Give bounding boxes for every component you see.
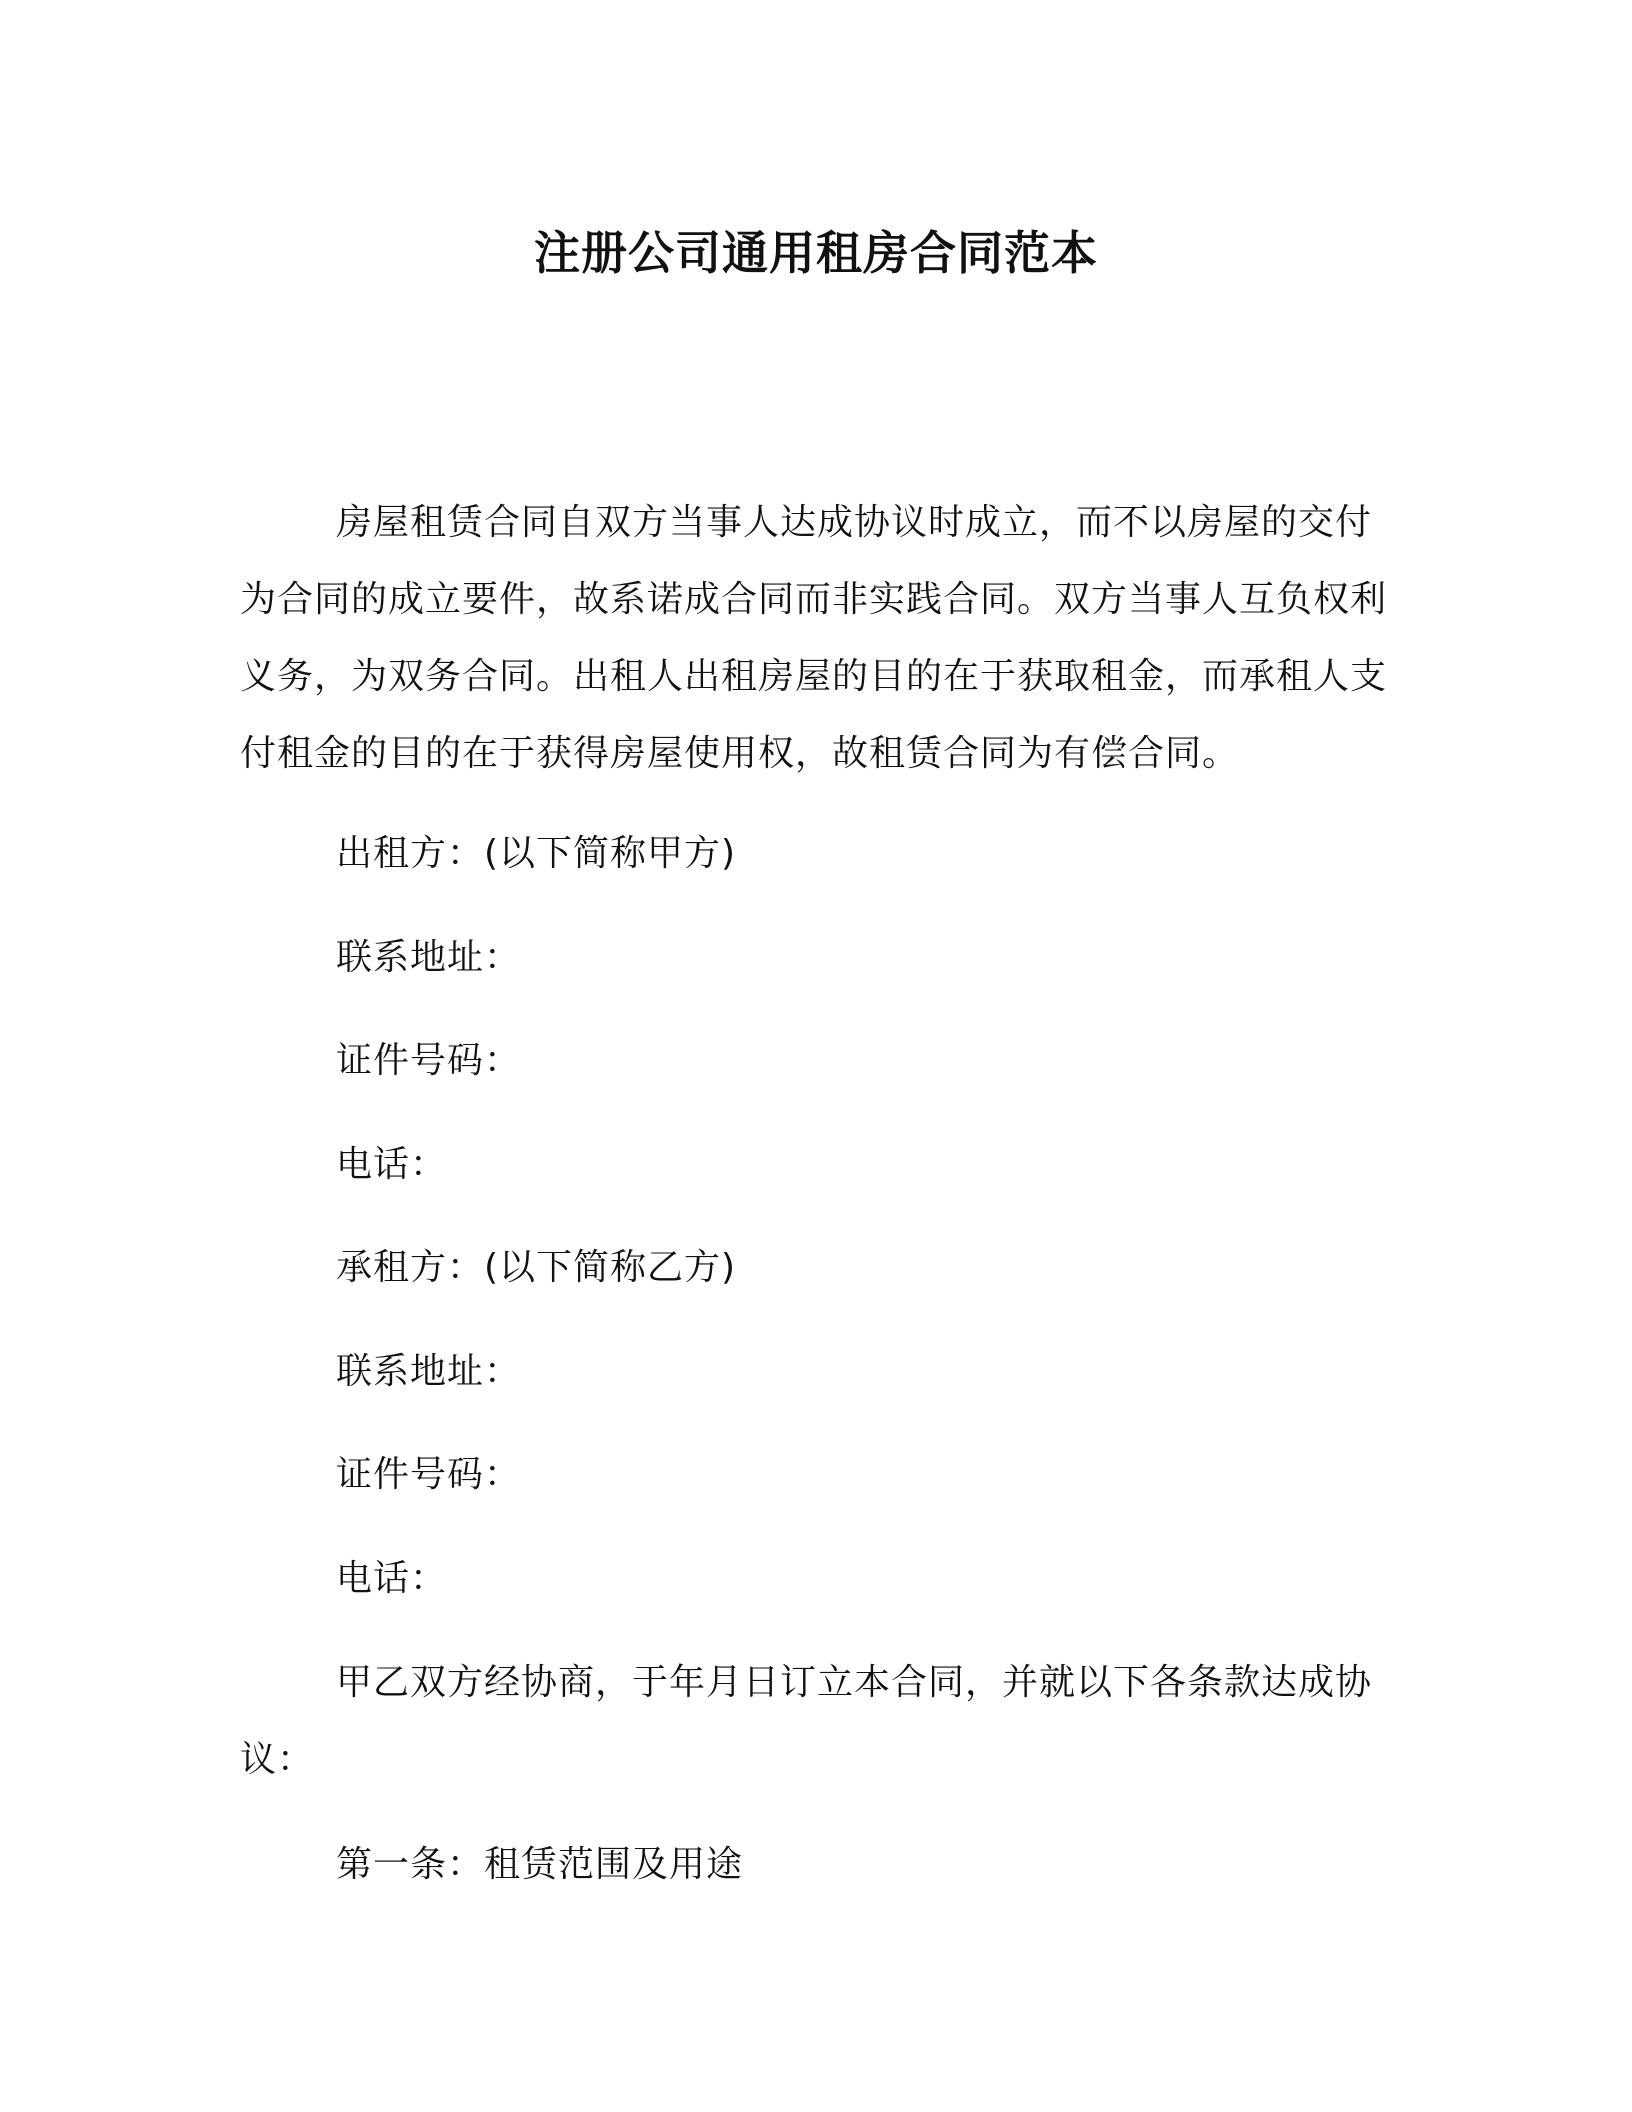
intro-paragraph-block: [240, 484, 1392, 792]
agreement-paragraph-block: [240, 1644, 1392, 1798]
lessee-heading: 承租方：(以下简称乙方): [336, 1247, 737, 1288]
document-title: 注册公司通用租房合同范本: [534, 226, 1098, 280]
lessee-phone-label: 电话：: [336, 1558, 448, 1599]
lessor-heading: 出租方：(以下简称甲方): [336, 833, 737, 874]
lessee-id-label: 证件号码：: [336, 1454, 522, 1495]
lessor-address-label: 联系地址：: [336, 937, 522, 978]
intro-paragraph: 房屋租赁合同自双方当事人达成协议时成立，而不以房屋的交付为合同的成立要件，故系诺成合同而非实践合同。双方当事人互负权利义务，为双务合同。出租人出租房屋的目的在于获取租金，而承租人支付租金的目的在于获得房屋使用权，故租赁合同为有偿合同。: [240, 502, 1388, 774]
lessor-id-label: 证件号码：: [336, 1040, 522, 1081]
lessee-address-label: 联系地址：: [336, 1351, 522, 1392]
agreement-paragraph: 甲乙双方经协商，于年月日订立本合同，并就以下各条款达成协议：: [240, 1662, 1373, 1780]
lessor-phone-label: 电话：: [336, 1144, 448, 1185]
article-1-heading: 第一条：租赁范围及用途: [336, 1844, 744, 1885]
